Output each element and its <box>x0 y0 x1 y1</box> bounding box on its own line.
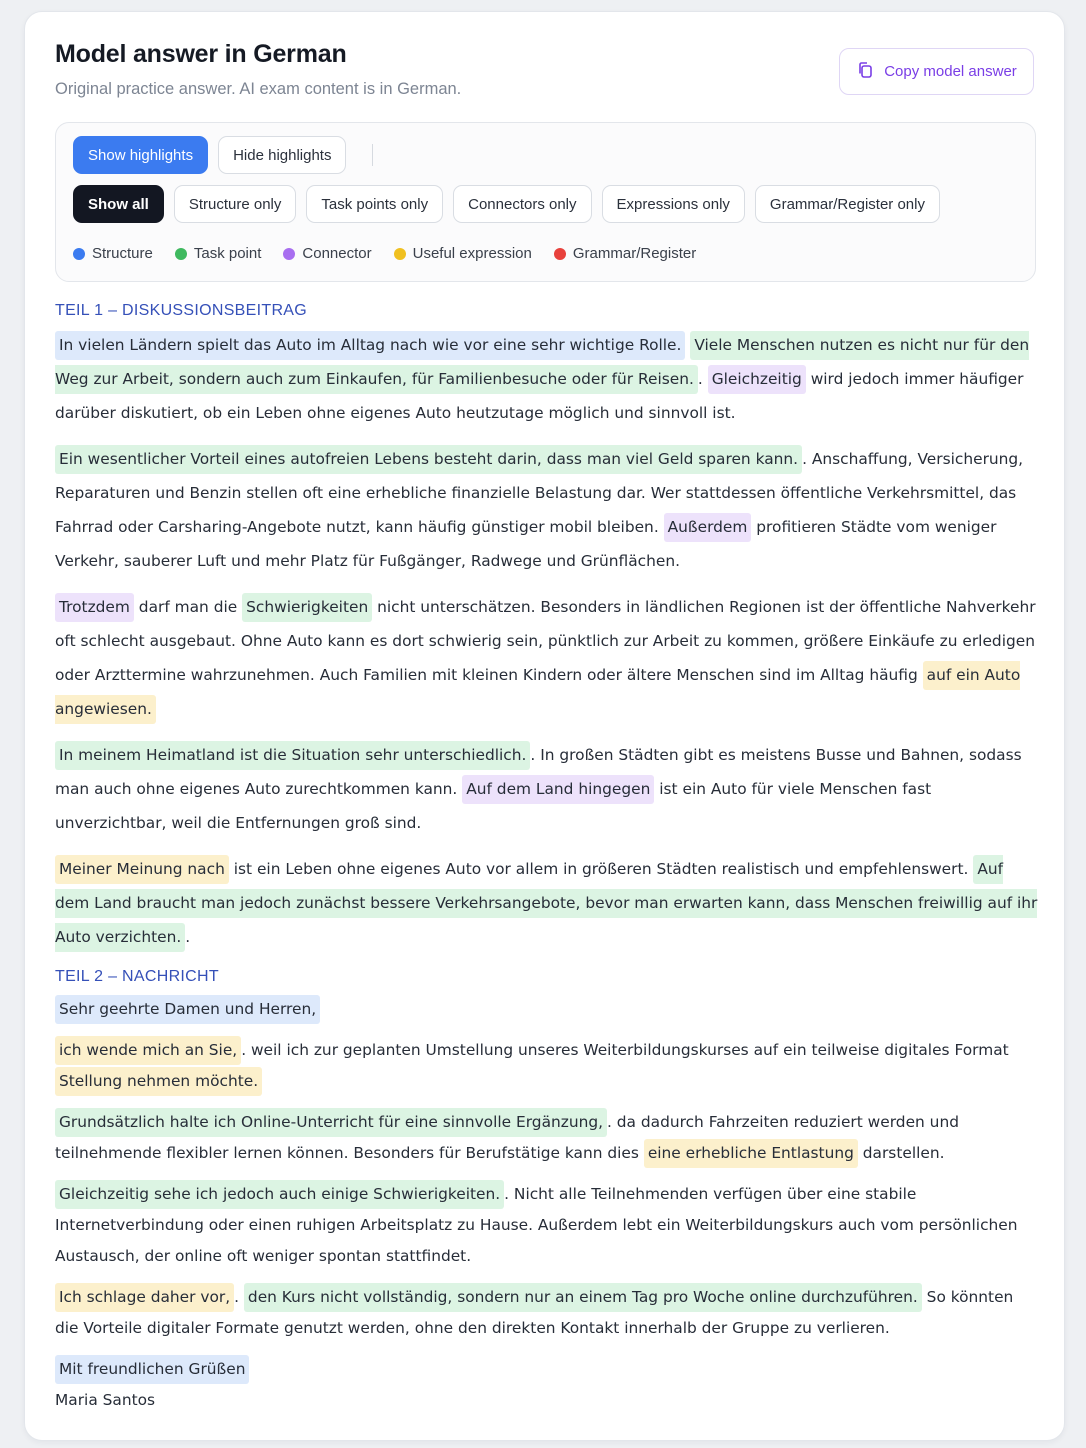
paragraph <box>55 852 1040 954</box>
filter-structure-only[interactable]: Structure only <box>174 185 297 223</box>
text-segment: darf man die <box>138 598 238 616</box>
text-segment: . weil ich zur geplanten Umstellung unseres Weiterbildungskurses auf ein teilweise digitales Format <box>241 1041 1009 1059</box>
page-subtitle: Original practice answer. AI exam content is in German. <box>55 80 462 98</box>
filter-expressions-only[interactable]: Expressions only <box>602 185 745 223</box>
toolbar-divider <box>372 144 373 166</box>
legend-dot-icon <box>175 248 187 260</box>
highlight-task-point: Ein wesentlicher Vorteil eines autofreien Lebens besteht darin, dass man viel Geld sparen kann. <box>55 445 802 474</box>
closing <box>55 1354 1040 1385</box>
highlight-task-point: den Kurs nicht vollständig, sondern nur an einem Tag pro Woche online durchzuführen. <box>244 1283 922 1312</box>
filter-show-all[interactable]: Show all <box>73 185 164 223</box>
highlight-useful-expression: Ich schlage daher vor, <box>55 1283 234 1312</box>
filter-grammar-register-only[interactable]: Grammar/Register only <box>755 185 940 223</box>
paragraph <box>55 1179 1040 1272</box>
text-segment: . In großen Städten gibt es meistens Busse und Bahnen, sodass man auch ohne eigenes Auto zurechtkommen kann. <box>55 746 1022 798</box>
paragraph <box>55 1282 1040 1344</box>
highlight-task-point: Gleichzeitig sehe ich jedoch auch einige Schwierigkeiten. <box>55 1180 504 1209</box>
text-segment: . da dadurch Fahrzeiten reduziert werden und teilnehmende flexibler lernen können. Besonders für Berufstätige kann dies <box>55 1113 959 1162</box>
text-segment: . Nicht alle Teilnehmenden verfügen über eine stabile Internetverbindung oder einen ruhigen Arbeitsplatz zu Hause. Außerdem lebt ein Weiterbildungskurs auch vom persönlichen Austausch, der online oft weniger spontan stattfindet. <box>55 1185 1018 1265</box>
highlight-connector: Außerdem <box>664 513 752 542</box>
text-segment: profitieren Städte vom weniger Verkehr, sauberer Luft und mehr Platz für Fußgänger, Radwege und Grünflächen. <box>55 518 997 570</box>
highlight-structure: In vielen Ländern spielt das Auto im Alltag nach wie vor eine sehr wichtige Rolle. <box>55 331 685 360</box>
highlight-structure: Mit freundlichen Grüßen <box>55 1355 249 1384</box>
paragraph <box>55 1107 1040 1169</box>
highlight-structure: Sehr geehrte Damen und Herren, <box>55 995 320 1024</box>
legend-dot-icon <box>394 248 406 260</box>
section-title-teil2: TEIL 2 – NACHRICHT <box>55 968 219 985</box>
highlight-filter-panel <box>55 122 1036 282</box>
legend-label: Structure <box>92 245 153 262</box>
highlight-connector: Trotzdem <box>55 593 134 622</box>
paragraph <box>55 1035 1040 1097</box>
hide-highlights-button[interactable]: Hide highlights <box>218 136 346 174</box>
card-header <box>55 40 461 99</box>
filter-connectors-only[interactable]: Connectors only <box>453 185 591 223</box>
text-segment: . <box>185 928 191 946</box>
legend-dot-icon <box>554 248 566 260</box>
legend-item-useful-expression <box>394 245 532 262</box>
text-segment: . <box>697 370 703 388</box>
highlight-task-point: Viele Menschen nutzen es nicht nur für den Weg zur Arbeit, sondern auch zum Einkaufen, für Familienbesuche oder für Reisen. <box>55 331 1029 394</box>
highlight-connector: Auf dem Land hingegen <box>462 775 654 804</box>
legend-label: Connector <box>302 245 372 262</box>
model-answer-card <box>24 11 1065 1441</box>
highlight-useful-expression: eine erhebliche Entlastung <box>644 1139 858 1168</box>
legend-item-task-point <box>175 245 262 262</box>
text-segment: So könnten die Vorteile digitaler Formate genutzt werden, ohne den direkten Kontakt innerhalb der Gruppe zu verlieren. <box>55 1288 1014 1337</box>
legend <box>73 245 696 262</box>
highlight-useful-expression: Meiner Meinung nach <box>55 855 229 884</box>
paragraph <box>55 590 1040 726</box>
highlight-connector: Gleichzeitig <box>708 365 806 394</box>
text-segment: darstellen. <box>862 1144 945 1162</box>
show-highlights-button[interactable]: Show highlights <box>73 136 208 174</box>
highlight-toggle-row <box>73 136 373 174</box>
legend-label: Task point <box>193 245 262 262</box>
copy-model-answer-button[interactable] <box>839 48 1034 95</box>
filter-task-points-only[interactable]: Task points only <box>306 185 443 223</box>
model-answer-text <box>55 302 1040 1416</box>
paragraph <box>55 328 1040 430</box>
highlight-useful-expression: ich wende mich an Sie, <box>55 1036 241 1065</box>
copy-button-label: Copy model answer <box>884 63 1017 80</box>
highlight-task-point: Grundsätzlich halte ich Online-Unterricht für eine sinnvolle Ergänzung, <box>55 1108 607 1137</box>
legend-label: Grammar/Register <box>572 245 697 262</box>
text-segment: nicht unterschätzen. Besonders in ländlichen Regionen ist der öffentliche Nahverkehr oft schlecht ausgebaut. Ohne Auto kann es dort schwierig sein, pünktlich zur Arbeit zu kommen, größere Einkäufe zu erledigen oder Arzttermine wahrzunehmen. Auch Familien mit kleinen Kindern oder ältere Menschen sind im Alltag häufig <box>55 598 1036 684</box>
text-segment: . Anschaffung, Versicherung, Reparaturen und Benzin stellen oft eine erhebliche finanzielle Belastung dar. Wer stattdessen öffentliche Verkehrsmittel, das Fahrrad oder Carsharing-Angebote nutzt, kann häufig günstiger mobil bleiben. <box>55 450 1024 536</box>
highlight-task-point: In meinem Heimatland ist die Situation sehr unterschiedlich. <box>55 741 530 770</box>
highlight-task-point: Auf dem Land braucht man jedoch zunächst bessere Verkehrsangebote, bevor man erwarten kann, dass Menschen freiwillig auf ihr Auto verzichten. <box>55 855 1037 952</box>
highlight-useful-expression: Stellung nehmen möchte. <box>55 1067 262 1096</box>
legend-dot-icon <box>283 248 295 260</box>
text-segment: ist ein Auto für viele Menschen fast unverzichtbar, weil die Entfernungen groß sind. <box>55 780 932 832</box>
legend-item-grammar-register <box>554 245 696 262</box>
legend-item-structure <box>73 245 153 262</box>
legend-label: Useful expression <box>412 245 532 262</box>
text-segment: . <box>234 1288 240 1306</box>
legend-dot-icon <box>73 248 85 260</box>
greeting <box>55 994 1040 1025</box>
highlight-useful-expression: auf ein Auto angewiesen. <box>55 661 1020 724</box>
legend-item-connector <box>283 245 371 262</box>
paragraph <box>55 738 1040 840</box>
copy-icon <box>856 61 874 83</box>
text-segment: ist ein Leben ohne eigenes Auto vor allem in größeren Städten realistisch und empfehlenswert. <box>233 860 969 878</box>
text-segment: wird jedoch immer häufiger darüber diskutiert, ob ein Leben ohne eigenes Auto heutzutage möglich und sinnvoll ist. <box>55 370 1024 422</box>
signature-name: Maria Santos <box>55 1391 156 1409</box>
paragraph <box>55 442 1040 578</box>
section-title-teil1: TEIL 1 – DISKUSSIONSBEITRAG <box>55 302 308 319</box>
highlight-task-point: Schwierigkeiten <box>242 593 372 622</box>
filter-row <box>73 185 940 223</box>
page-title: Model answer in German <box>55 40 347 68</box>
